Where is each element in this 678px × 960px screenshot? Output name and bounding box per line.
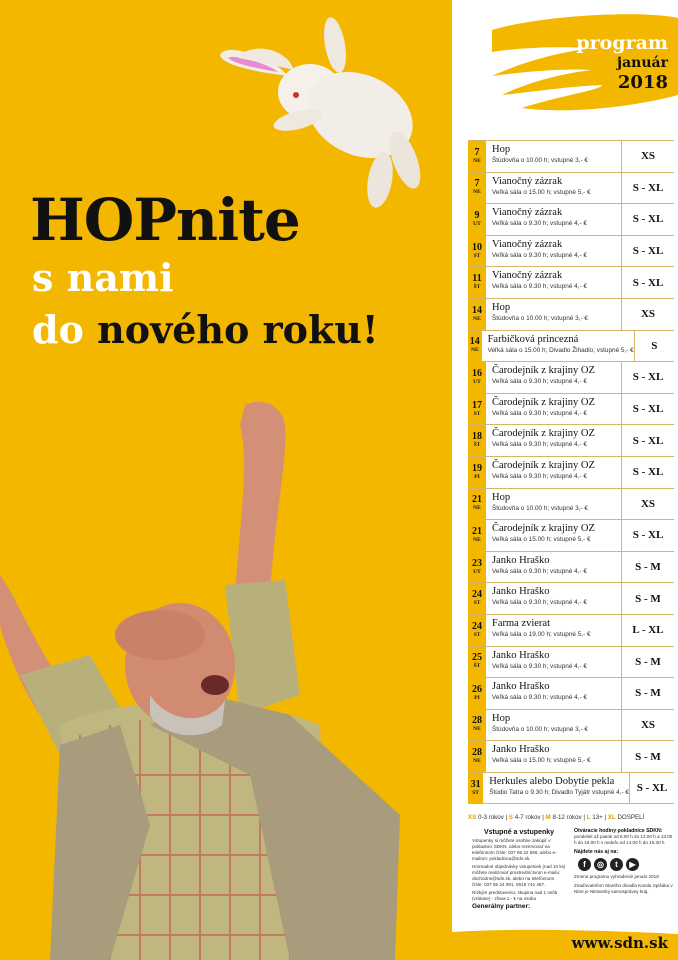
event-weekday: ST <box>473 410 481 417</box>
event-details: Veľká sála o 9.30 h; vstupné 4,- € <box>492 283 587 291</box>
office-hours: pondelok až piatok od 8.00 h do 12.00 h a 13.00 h do 16.00 h v nedeľu od 14.00 h do 15.30 h <box>574 834 673 845</box>
headline-line3-b: nového roku! <box>97 307 379 352</box>
event-details: Veľká sála o 15.00 h; vstupné 5,- € <box>492 757 591 765</box>
twitter-icon[interactable]: t <box>610 858 623 871</box>
event-day: 28 <box>472 715 482 727</box>
event-age: S - XL <box>632 181 664 194</box>
event-title: Vianočný zázrak <box>492 270 563 282</box>
event-date <box>468 741 486 772</box>
tickets-info <box>472 828 566 910</box>
event-info <box>486 173 622 204</box>
event-title: Janko Hraško <box>492 586 550 598</box>
event-weekday: UT <box>473 568 481 575</box>
event-day: 19 <box>472 462 482 474</box>
schedule-row <box>468 394 674 426</box>
event-day: 24 <box>472 620 482 632</box>
event-day: 11 <box>472 273 482 285</box>
event-date <box>468 236 486 267</box>
event-details: Veľká sála o 9.30 h; vstupné 4,- € <box>492 409 587 417</box>
event-title: Janko Hraško <box>492 681 550 693</box>
event-details: Štúdovňa o 10.00 h; vstupné 3,- € <box>492 504 588 512</box>
event-day: 14 <box>472 304 482 316</box>
event-details: Veľká sála o 15.00 h; vstupné 5,- € <box>492 188 591 196</box>
schedule-row <box>468 489 674 521</box>
tickets-heading: Vstupné a vstupenky <box>483 829 555 836</box>
event-title: Hop <box>492 712 511 724</box>
event-weekday: NE <box>473 315 481 322</box>
schedule-row <box>468 425 674 457</box>
event-info <box>486 362 622 393</box>
event-info <box>483 773 630 804</box>
event-title: Hop <box>492 491 511 503</box>
event-title: Hop <box>492 301 511 313</box>
legend-key: L <box>586 814 591 821</box>
event-info <box>482 331 635 362</box>
legend-value: 13+ <box>592 814 603 821</box>
schedule-row <box>468 520 674 552</box>
event-day: 18 <box>472 431 482 443</box>
legend-key: M <box>545 814 551 821</box>
event-details: Štúdio Tatra o 9.30 h; Divadlo Tyjátr vstupné 4,- € <box>489 788 629 796</box>
schedule-row <box>468 457 674 489</box>
event-age: S - XL <box>632 529 664 542</box>
schedule-row <box>468 236 674 268</box>
event-age: XS <box>640 497 656 510</box>
event-info <box>486 457 622 488</box>
event-info <box>486 741 622 772</box>
instagram-icon[interactable]: ◎ <box>594 858 607 871</box>
event-date <box>468 773 483 804</box>
event-details: Štúdovňa o 10.00 h; vstupné 3,- € <box>492 157 588 164</box>
event-weekday: NE <box>470 347 479 354</box>
event-age: S - M <box>635 655 661 668</box>
brand-year: 2018 <box>617 72 668 93</box>
event-details: Veľká sála o 9.30 h; vstupné 4,- € <box>492 599 587 607</box>
event-info <box>486 647 622 678</box>
event-day: 9 <box>474 209 480 221</box>
legend-value: 8-12 rokov <box>552 814 582 821</box>
schedule-row <box>468 773 674 805</box>
schedule-row <box>468 331 674 363</box>
legend-value: 0-3 rokov <box>478 814 504 821</box>
event-weekday: NE <box>473 536 481 543</box>
event-date <box>468 141 486 172</box>
event-weekday: ST <box>473 631 481 638</box>
event-title: Farbičková princezná <box>487 333 579 345</box>
brand-title <box>576 32 668 94</box>
event-date <box>468 394 486 425</box>
event-details: Veľká sála o 9.30 h; vstupné 4,- € <box>492 251 587 259</box>
event-age: S - M <box>635 561 661 574</box>
event-age: S - M <box>635 592 661 605</box>
website-url[interactable]: www.sdn.sk <box>571 934 668 952</box>
schedule-row <box>468 299 674 331</box>
event-weekday: NE <box>473 726 481 733</box>
event-weekday: UT <box>473 378 481 385</box>
event-title: Farma zvierat <box>492 617 551 629</box>
schedule-row <box>468 583 674 615</box>
event-day: 16 <box>472 367 482 379</box>
event-info <box>486 141 622 172</box>
event-details: Veľká sála o 9.30 h; vstupné 4,- € <box>492 567 587 575</box>
event-day: 14 <box>469 336 480 348</box>
event-date <box>468 331 482 362</box>
event-details: Veľká sála o 9.30 h; vstupné 4,- € <box>492 662 587 670</box>
event-day: 28 <box>472 747 482 759</box>
schedule-row <box>468 552 674 584</box>
event-date <box>468 489 486 520</box>
legend-key: XL <box>607 814 616 821</box>
schedule-row <box>468 173 674 205</box>
event-age: S - XL <box>632 276 664 289</box>
event-details: Veľká sála o 9.30 h; vstupné 4,- € <box>492 472 587 480</box>
event-info <box>486 489 622 520</box>
program-column <box>452 0 678 960</box>
event-details: Veľká sála o 9.30 h; vstupné 4,- € <box>492 441 587 449</box>
youtube-icon[interactable]: ▶ <box>626 858 639 871</box>
schedule-row <box>468 362 674 394</box>
event-age: S - XL <box>632 403 664 416</box>
event-info <box>486 678 622 709</box>
event-weekday: NE <box>473 758 481 765</box>
event-weekday: ST <box>473 252 481 259</box>
event-date <box>468 204 486 235</box>
event-info <box>486 552 622 583</box>
event-title: Čarodejník z krajiny OZ <box>492 428 595 440</box>
legend-key: XS <box>468 814 477 821</box>
event-age: XS <box>640 150 656 163</box>
event-info <box>486 236 622 267</box>
event-age: L - XL <box>632 624 664 637</box>
event-weekday: UT <box>473 220 481 227</box>
tickets-p2: Hromadné objednávky vstupeniek (nad 10 ks) môžete realizovať prostredníctvom e-mailu: obchodne@sdn.sk, alebo na telefónnom čísle: 037 65 24 091, 0918 742 467. <box>472 864 566 887</box>
event-age: S - XL <box>632 434 664 447</box>
event-details: Veľká sála o 9.30 h; vstupné 4,- € <box>492 694 587 702</box>
event-weekday: ŠT <box>473 442 481 449</box>
event-details: Štúdovňa o 10.00 h; vstupné 3,- € <box>492 314 588 322</box>
event-date <box>468 299 486 330</box>
event-date <box>468 267 486 298</box>
event-title: Vianočný zázrak <box>492 175 563 187</box>
event-details: Veľká sála o 9.30 h; vstupné 4,- € <box>492 378 587 386</box>
event-date <box>468 173 486 204</box>
schedule-row <box>468 615 674 647</box>
event-age: S <box>651 339 658 352</box>
event-details: Veľká sála o 15.00 h; Divadlo Žihadlo; vstupné 5,- € <box>487 346 634 354</box>
headline-line3 <box>32 304 379 356</box>
event-day: 21 <box>472 525 482 537</box>
schedule-row <box>468 647 674 679</box>
event-details: Veľká sála o 15.00 h; vstupné 5,- € <box>492 536 591 544</box>
headline-line3-a: do <box>32 307 98 352</box>
event-date <box>468 425 486 456</box>
event-details: Veľká sála o 9.30 h; vstupné 4,- € <box>492 220 587 228</box>
event-day: 7 <box>474 146 480 158</box>
event-day: 7 <box>474 178 480 190</box>
headline-line1: HOPnite <box>30 186 300 254</box>
event-day: 17 <box>472 399 482 411</box>
event-date <box>468 583 486 614</box>
event-info <box>486 299 622 330</box>
event-title: Janko Hraško <box>492 554 550 566</box>
event-age: S - XL <box>636 782 668 795</box>
event-weekday: ŠT <box>473 663 481 670</box>
office-note2: Zriaďovateľom Starého divadla Karola Spišáka v Nitre je Nitriansky samosprávny kraj. <box>574 883 673 894</box>
event-weekday: PI <box>474 694 480 701</box>
tickets-p1: Vstupenky si môžete osobne zakúpiť v pokladnici SDKN, alebo rezervovať na telefónnom čísle: 037 65 22 586, alebo e-mailom: pokladnica@sdn.sk. <box>472 838 557 861</box>
event-weekday: NE <box>473 189 481 196</box>
event-age: S - M <box>635 750 661 763</box>
event-weekday: NE <box>473 157 481 164</box>
event-weekday: PI <box>474 473 480 480</box>
event-age: S - XL <box>632 245 664 258</box>
event-title: Vianočný zázrak <box>492 238 563 250</box>
legend-value: 4-7 rokov <box>514 814 541 821</box>
event-day: 21 <box>472 494 482 506</box>
event-date <box>468 552 486 583</box>
brand-program: program <box>576 32 668 54</box>
event-info <box>486 267 622 298</box>
schedule-row <box>468 741 674 773</box>
event-date <box>468 457 486 488</box>
office-info <box>574 828 674 895</box>
event-title: Čarodejník z krajiny OZ <box>492 459 595 471</box>
event-age: S - XL <box>632 466 664 479</box>
event-weekday: NE <box>473 505 481 512</box>
event-day: 25 <box>472 652 482 664</box>
event-title: Herkules alebo Dobytie pekla <box>489 775 615 787</box>
event-age: XS <box>640 718 656 731</box>
event-info <box>486 615 622 646</box>
toy-bunny-image <box>210 10 440 210</box>
event-title: Čarodejník z krajiny OZ <box>492 523 595 535</box>
event-title: Čarodejník z krajiny OZ <box>492 396 595 408</box>
event-age: S - XL <box>632 371 664 384</box>
event-date <box>468 678 486 709</box>
schedule-row <box>468 267 674 299</box>
event-title: Janko Hraško <box>492 649 550 661</box>
event-age: S - M <box>635 687 661 700</box>
event-day: 10 <box>472 241 482 253</box>
event-info <box>486 204 622 235</box>
partner-label: Generálny partner: <box>472 903 531 910</box>
schedule-row <box>468 204 674 236</box>
event-info <box>486 394 622 425</box>
event-day: 31 <box>470 778 481 790</box>
schedule-row <box>468 710 674 742</box>
event-date <box>468 647 486 678</box>
event-date <box>468 520 486 551</box>
facebook-icon[interactable]: f <box>578 858 591 871</box>
event-info <box>486 583 622 614</box>
schedule-row <box>468 678 674 710</box>
age-legend: XS 0-3 rokov | S 4-7 rokov | M 8-12 rokov | L 13+ | XL DOSPELÍ <box>468 814 645 821</box>
event-title: Janko Hraško <box>492 744 550 756</box>
event-details: Štúdovňa o 10.00 h; vstupné 3,- € <box>492 725 588 733</box>
event-info <box>486 710 622 741</box>
schedule-list <box>468 140 674 804</box>
event-info <box>486 425 622 456</box>
event-weekday: ST <box>473 600 481 607</box>
event-info <box>486 520 622 551</box>
schedule-row <box>468 141 674 173</box>
event-date <box>468 615 486 646</box>
event-title: Čarodejník z krajiny OZ <box>492 365 595 377</box>
event-age: XS <box>640 308 656 321</box>
headline <box>30 188 379 356</box>
follow-label: Nájdete nás aj na: <box>574 849 619 855</box>
social-icons <box>578 858 674 871</box>
event-day: 26 <box>472 683 482 695</box>
event-title: Vianočný zázrak <box>492 207 563 219</box>
event-day: 24 <box>472 589 482 601</box>
event-weekday: ST <box>472 789 479 796</box>
event-weekday: ŠT <box>473 284 481 291</box>
event-age: S - XL <box>632 213 664 226</box>
tickets-p3: Nízkým predstaveniu; skupina nad 1 osôb (vrátane) - zľava 1,- € na osobu <box>472 890 558 901</box>
office-note1: Zmena programu vyhradená! január 2018 <box>574 874 659 879</box>
man-photo <box>0 395 452 960</box>
event-date <box>468 362 486 393</box>
legend-key: S <box>508 814 513 821</box>
legend-value: DOSPELÍ <box>617 814 645 821</box>
office-heading: Otváracie hodiny pokladnice SDKN: <box>574 828 663 834</box>
brand-month: január <box>617 55 668 71</box>
headline-line2: s nami <box>32 255 174 300</box>
event-date <box>468 710 486 741</box>
event-title: Hop <box>492 144 511 155</box>
event-details: Veľká sála o 19.00 h; vstupné 5,- € <box>492 630 591 638</box>
event-day: 23 <box>472 557 482 569</box>
